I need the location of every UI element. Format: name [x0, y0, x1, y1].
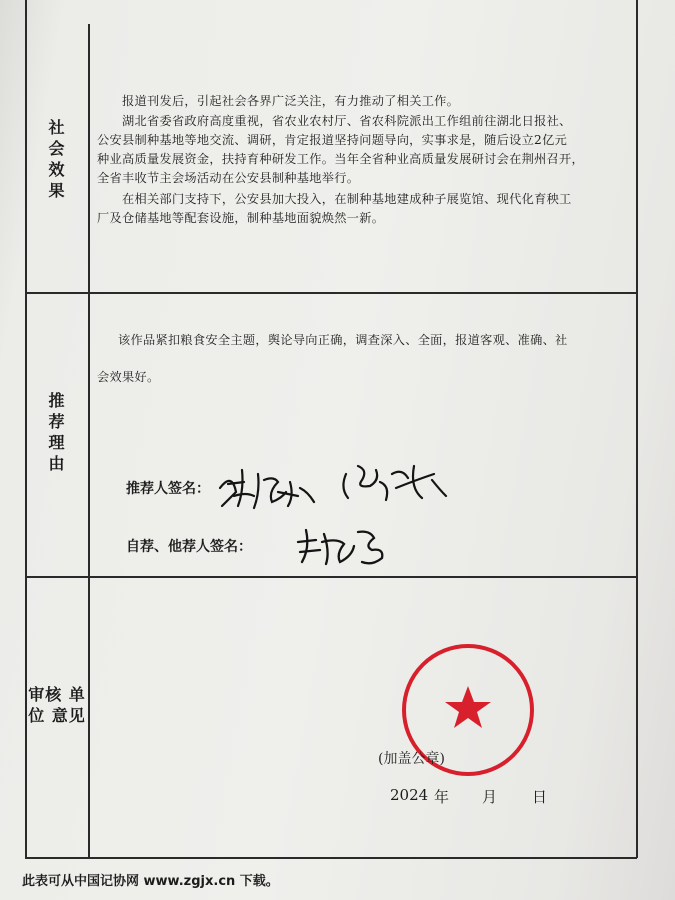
recommender-signature-2 — [336, 460, 452, 508]
stamp-note: (加盖公章) — [378, 751, 445, 767]
table-right-border — [636, 0, 638, 858]
text-line: 公安县制种基地等地交流、调研，肯定报道坚持问题导向，实事求是，随后设立2亿元 — [97, 133, 568, 147]
table-column-divider — [88, 24, 90, 858]
text-line: 湖北省委省政府高度重视，省农业农村厅、省农科院派出工作组前往湖北日报社、 — [122, 114, 572, 128]
text-line: 种业高质量发展资金，扶持育种研发工作。当年全省种业高质量发展研讨会在荆州召开， — [97, 152, 585, 166]
text-line: 报道刊发后，引起社会各界广泛关注，有力推动了相关工作。 — [122, 94, 460, 108]
date-year-unit: 年 — [434, 788, 450, 806]
table-bottom-border — [25, 857, 637, 859]
text-line: 在相关部门支持下，公安县加大投入，在制种基地建成种子展览馆、现代化育秧工 — [122, 192, 572, 206]
recommender-signature-1 — [214, 462, 324, 512]
social-effect-label: 社 会 效 果 — [48, 118, 66, 200]
self-recommender-signature-label: 自荐、他荐人签名： — [126, 539, 252, 555]
date-month-unit: 月 — [482, 788, 498, 806]
date-day-unit: 日 — [532, 788, 548, 806]
footer-note: 此表可从中国记协网 www.zgjx.cn 下载。 — [22, 874, 279, 889]
date-year: 2024 — [390, 786, 429, 804]
self-recommender-signature — [292, 522, 392, 568]
review-opinion-label: 审核 单位 意见 — [28, 685, 86, 725]
row-divider-1 — [25, 292, 637, 294]
text-line: 全省丰收节主会场活动在公安县制种基地举行。 — [97, 171, 360, 185]
text-line: 厂及仓储基地等配套设施，制种基地面貌焕然一新。 — [97, 211, 385, 225]
recommend-reason-text: 会效果好。 — [97, 370, 160, 384]
recommend-reason-label: 推 荐 理 由 — [48, 391, 66, 473]
recommender-signature-label: 推荐人签名： — [126, 481, 210, 497]
row-divider-2 — [25, 576, 637, 578]
recommend-reason-text: 该作品紧扣粮食安全主题，舆论导向正确，调查深入、全面，报道客观、准确、社 — [118, 333, 568, 347]
